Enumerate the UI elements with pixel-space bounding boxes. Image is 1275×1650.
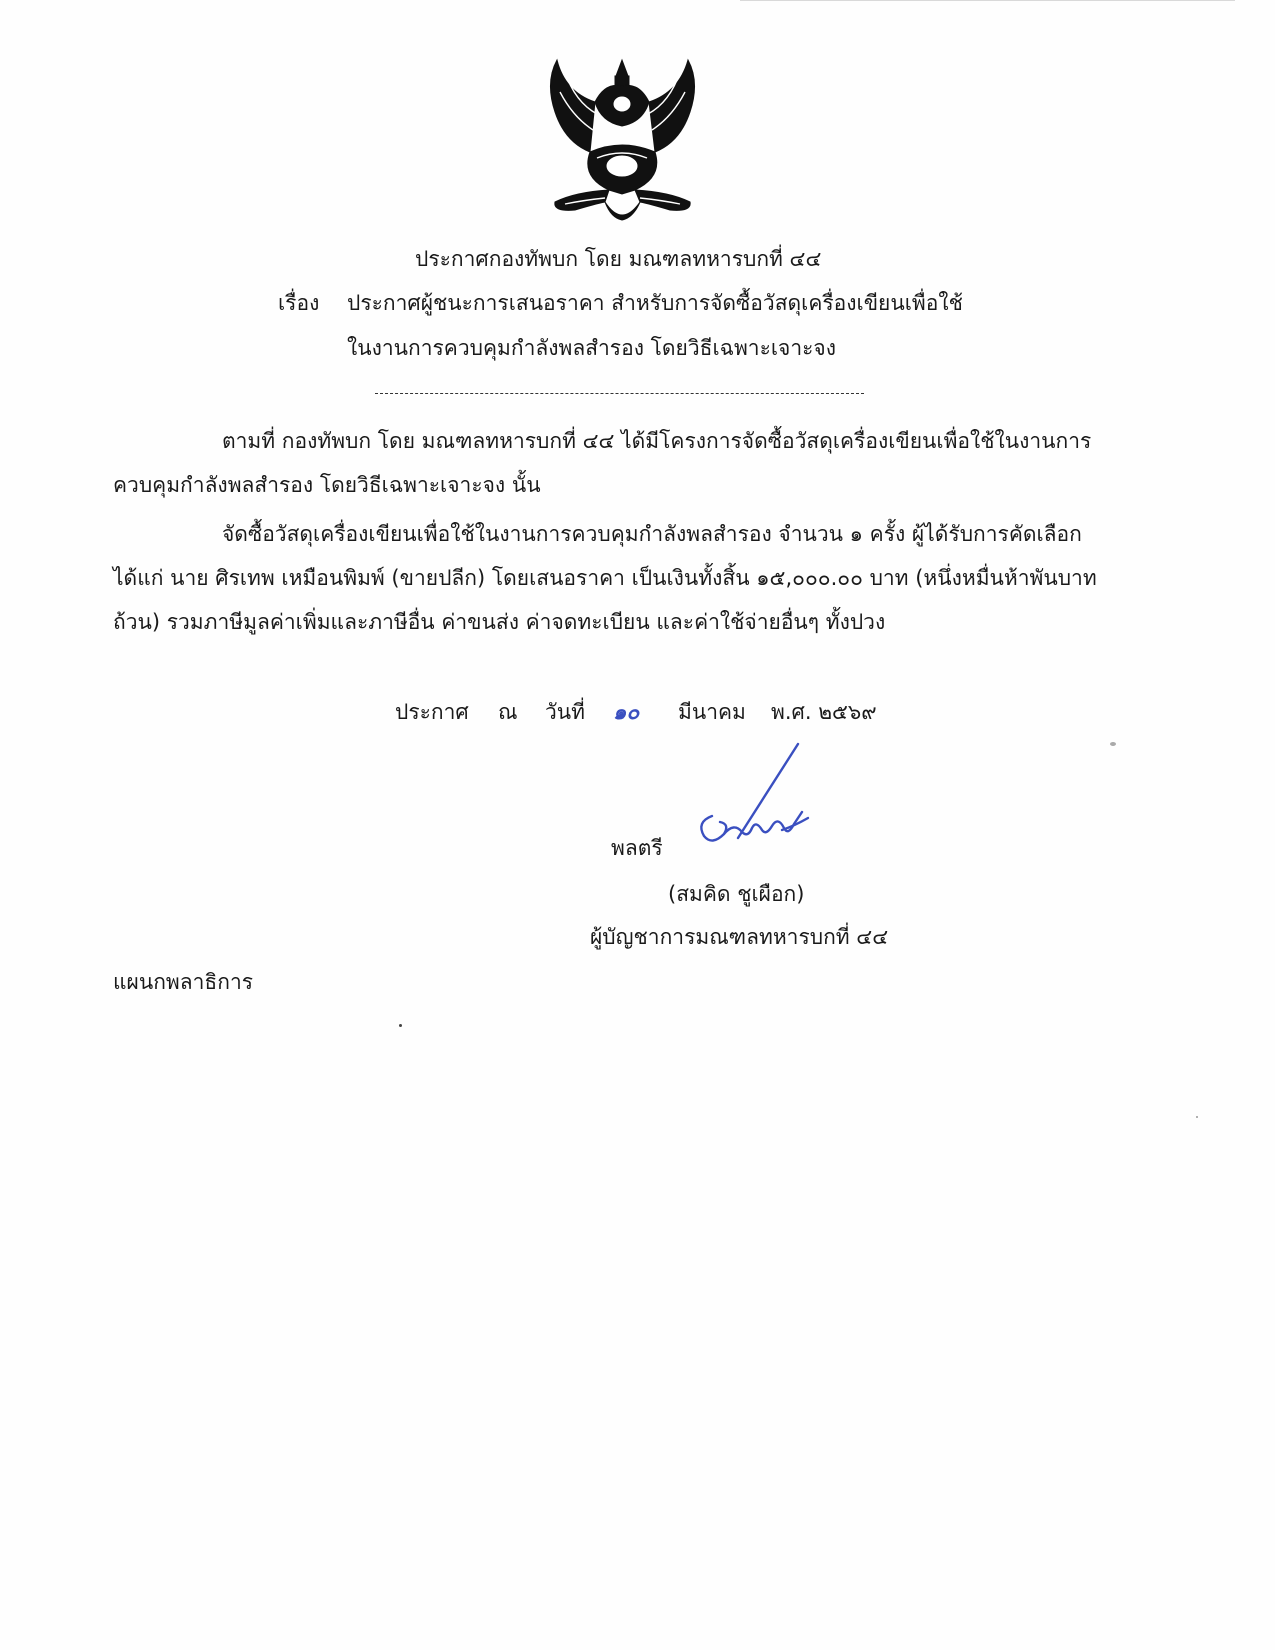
subject-line-2: ในงานการควบคุมกำลังพลสำรอง โดยวิธีเฉพาะเจาะจง (347, 336, 836, 360)
paragraph-2-line-1: จัดซื้อวัสดุเครื่องเขียนเพื่อใช้ในงานการควบคุมกำลังพลสำรอง จำนวน ๑ ครั้ง ผู้ได้รับการคัดเลือก (222, 522, 1082, 546)
signer-name: (สมคิด ชูเผือก) (668, 882, 805, 906)
garuda-emblem-icon (535, 52, 710, 232)
scan-speck (1196, 1116, 1198, 1118)
paragraph-1-line-2: ควบคุมกำลังพลสำรอง โดยวิธีเฉพาะเจาะจง นั้น (113, 473, 541, 497)
signer-position: ผู้บัญชาการมณฑลทหารบกที่ ๔๔ (590, 925, 889, 949)
date-day-handwritten: ๑๐ (613, 700, 640, 724)
announcement-title: ประกาศกองทัพบก โดย มณฑลทหารบกที่ ๔๔ (415, 247, 822, 271)
date-prefix: ประกาศ (395, 700, 469, 724)
subject-label: เรื่อง (278, 291, 320, 315)
date-year: พ.ศ. ๒๕๖๙ (771, 700, 877, 724)
date-at: ณ (498, 700, 518, 724)
paragraph-2-line-3: ถ้วน) รวมภาษีมูลค่าเพิ่มและภาษีอื่น ค่าขนส่ง ค่าจดทะเบียน และค่าใช้จ่ายอื่นๆ ทั้งปวง (113, 610, 886, 634)
paragraph-1-line-1: ตามที่ กองทัพบก โดย มณฑลทหารบกที่ ๔๔ ได้มีโครงการจัดซื้อวัสดุเครื่องเขียนเพื่อใช้ในงานการ (222, 429, 1092, 453)
scan-speck (399, 1024, 402, 1027)
department-label: แผนกพลาธิการ (113, 970, 254, 994)
date-month: มีนาคม (678, 700, 746, 724)
scan-edge-line (740, 0, 1235, 1)
handwritten-signature (690, 738, 820, 858)
signer-rank: พลตรี (611, 836, 663, 860)
paragraph-2-line-2: ได้แก่ นาย ศิรเทพ เหมือนพิมพ์ (ขายปลีก) โดยเสนอราคา เป็นเงินทั้งสิ้น ๑๕,๐๐๐.๐๐ บาท (หนึ่งหมื่นห้าพันบาท (113, 566, 1097, 590)
header-divider (375, 393, 864, 394)
scan-speck (1110, 742, 1116, 746)
subject-line-1: ประกาศผู้ชนะการเสนอราคา สำหรับการจัดซื้อวัสดุเครื่องเขียนเพื่อใช้ (347, 291, 963, 315)
date-day-label: วันที่ (545, 700, 585, 724)
